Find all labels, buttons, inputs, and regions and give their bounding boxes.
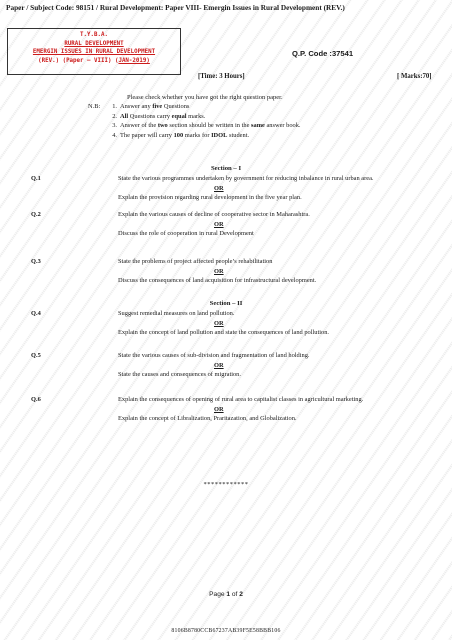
instruction-item: 4. The paper will carry 100 marks for IDOL student. (112, 131, 250, 139)
question-number: Q.2 (31, 211, 41, 218)
exam-marks: [ Marks:70] (397, 73, 432, 80)
or-label: OR (214, 405, 224, 413)
question-number: Q.5 (31, 352, 41, 359)
question (0, 174, 452, 203)
qp-code: Q.P. Code :37541 (292, 49, 354, 58)
section-heading: Section – II (209, 300, 243, 307)
course-info-box (7, 28, 181, 75)
question-number: Q.3 (31, 258, 41, 265)
course-subject: RURAL DEVELOPMENT (64, 40, 124, 47)
question (0, 210, 452, 239)
question-number: Q.4 (31, 310, 41, 317)
question (0, 351, 452, 380)
question-alt-text: Discuss the role of cooperation in rural Development (118, 230, 254, 237)
instruction-item: 3. Answer of the two section should be written in the same answer book. (112, 122, 301, 130)
question-alt-text: Explain the concept of land pollution and state the consequences of land pollution. (118, 329, 330, 336)
exam-date: JAN-2019) (118, 57, 150, 64)
exam-time: [Time: 3 Hours] (198, 73, 245, 80)
rev-label: (REV.) (38, 57, 60, 64)
instruction-item: 2. All Questions carry equal marks. (112, 112, 206, 120)
question-alt-text: Explain the provision regarding rural development in the five year plan. (118, 194, 302, 201)
or-label: OR (214, 220, 224, 228)
question-text: Explain the various causes of decline of cooperative sector in Maharashtra. (118, 211, 310, 218)
or-label: OR (214, 184, 224, 192)
course-title: T.Y.B.A. (80, 32, 108, 38)
question-text: State the problems of project affected people’s rehabilitation (118, 258, 273, 265)
instructions (88, 102, 301, 140)
end-marker: ************ (203, 481, 249, 488)
or-label: OR (214, 361, 224, 369)
subject-header: Paper / Subject Code: 98151 / Rural Development: Paper VIII- Emergin Issues in Rural Development (REV.) (6, 3, 345, 12)
question-alt-text: State the causes and consequences of migration. (118, 371, 241, 378)
nb-label: N.B: (88, 103, 101, 110)
instruction-item: N.B: 1. Answer any five Questions (88, 103, 190, 110)
course-paper-title: EMERGIN ISSUES IN RURAL DEVELOPMENT (32, 49, 156, 56)
question-text: Suggest remedial measures on land pollution. (118, 310, 235, 317)
or-label: OR (214, 319, 224, 327)
course-paper-details: (REV.) (Paper – VIII) (JAN-2019) (38, 57, 150, 64)
question (0, 309, 452, 338)
question-text: State the various programmes undertaken by government for reducing inbalance in rural urban area. (118, 175, 374, 182)
paper-number: (Paper – VIII) (62, 57, 112, 64)
question-text: State the various causes of sub-division and fragmentation of land holding. (118, 352, 310, 359)
section-heading: Section – I (210, 165, 242, 172)
question-alt-text: Explain the concept of Libralization, Praritazation, and Globalization. (118, 415, 297, 422)
question-number: Q.6 (31, 396, 41, 403)
or-label: OR (214, 267, 224, 275)
page-number: Page 1 of 2 (209, 591, 243, 598)
question (0, 395, 452, 424)
document-hash: 8106B8780CCB67237AB39F5E58BBB106 (171, 628, 281, 634)
question-number: Q.1 (31, 175, 41, 182)
question-alt-text: Discuss the consequences of land acquisition for infrastructural development. (118, 277, 317, 284)
question-text: Explain the consequences of opening of rural area to capitalist classes in agricultural marketing. (118, 396, 364, 403)
question (0, 257, 452, 286)
check-note: Please check whether you have got the right question paper. (127, 94, 283, 101)
